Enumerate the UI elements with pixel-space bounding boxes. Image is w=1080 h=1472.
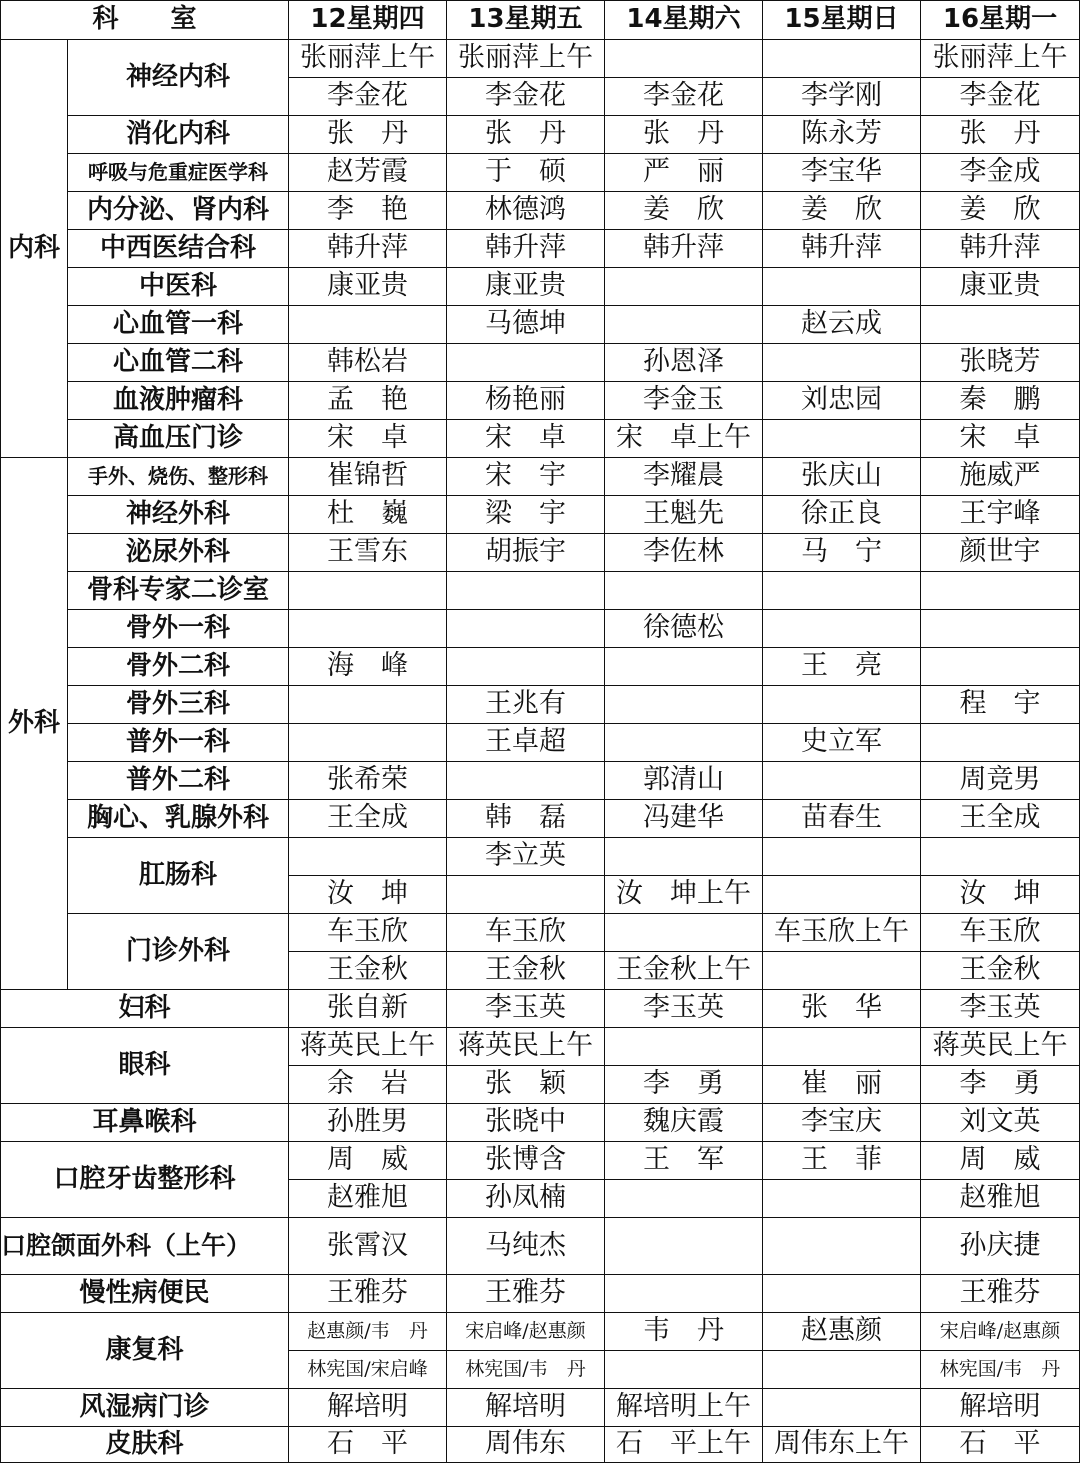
schedule-cell: 解培明上午 [605, 1389, 763, 1427]
schedule-cell [605, 40, 763, 78]
schedule-cell: 王兆有 [447, 686, 605, 724]
schedule-cell: 王宇峰 [921, 496, 1080, 534]
department-name: 神经内科 [68, 40, 289, 116]
schedule-cell: 李立英 [447, 838, 605, 876]
schedule-cell [605, 686, 763, 724]
schedule-cell: 李金花 [605, 78, 763, 116]
schedule-cell: 王雅芬 [289, 1275, 447, 1313]
schedule-cell: 韩升萍 [289, 230, 447, 268]
department-name: 中西医结合科 [68, 230, 289, 268]
schedule-cell [921, 648, 1080, 686]
schedule-cell: 孙恩泽 [605, 344, 763, 382]
department-name: 皮肤科 [0, 1427, 289, 1463]
schedule-cell: 解培明 [921, 1389, 1080, 1427]
schedule-cell: 康亚贵 [289, 268, 447, 306]
schedule-cell [763, 1028, 921, 1066]
schedule-cell: 刘忠园 [763, 382, 921, 420]
schedule-cell: 王 军 [605, 1142, 763, 1180]
schedule-cell: 马德坤 [447, 306, 605, 344]
schedule-cell: 姜 欣 [921, 192, 1080, 230]
schedule-cell: 韩松岩 [289, 344, 447, 382]
schedule-cell [447, 648, 605, 686]
schedule-cell: 李 艳 [289, 192, 447, 230]
schedule-cell [763, 268, 921, 306]
schedule-cell: 韩 磊 [447, 800, 605, 838]
schedule-cell: 李玉英 [921, 990, 1080, 1028]
schedule-cell: 徐正良 [763, 496, 921, 534]
schedule-cell: 冯建华 [605, 800, 763, 838]
schedule-cell [763, 40, 921, 78]
department-name: 神经外科 [68, 496, 289, 534]
schedule-cell: 韩升萍 [447, 230, 605, 268]
schedule-cell: 康亚贵 [447, 268, 605, 306]
schedule-cell: 王魁先 [605, 496, 763, 534]
schedule-cell: 史立军 [763, 724, 921, 762]
department-name: 口腔牙齿整形科 [0, 1142, 289, 1218]
department-name: 内分泌、肾内科 [68, 192, 289, 230]
schedule-cell: 李金花 [921, 78, 1080, 116]
schedule-cell: 赵雅旭 [289, 1180, 447, 1218]
schedule-cell: 周竞男 [921, 762, 1080, 800]
schedule-cell: 蒋英民上午 [447, 1028, 605, 1066]
department-name: 胸心、乳腺外科 [68, 800, 289, 838]
department-name: 消化内科 [68, 116, 289, 154]
schedule-cell [921, 572, 1080, 610]
header-day: 16星期一 [921, 0, 1080, 40]
department-name: 门诊外科 [68, 914, 289, 990]
schedule-cell [763, 762, 921, 800]
schedule-cell: 李宝华 [763, 154, 921, 192]
schedule-cell: 刘文英 [921, 1104, 1080, 1142]
schedule-cell: 张丽萍上午 [447, 40, 605, 78]
schedule-cell: 石 平上午 [605, 1427, 763, 1463]
schedule-cell: 姜 欣 [763, 192, 921, 230]
schedule-cell [763, 952, 921, 990]
department-name: 风湿病门诊 [0, 1389, 289, 1427]
schedule-cell [763, 876, 921, 914]
schedule-cell: 魏庆霞 [605, 1104, 763, 1142]
schedule-cell: 李玉英 [447, 990, 605, 1028]
schedule-cell [289, 306, 447, 344]
header-day: 12星期四 [289, 0, 447, 40]
schedule-cell [605, 724, 763, 762]
schedule-cell: 梁 宇 [447, 496, 605, 534]
department-name: 血液肿瘤科 [68, 382, 289, 420]
schedule-cell: 宋 卓 [289, 420, 447, 458]
schedule-cell: 蒋英民上午 [921, 1028, 1080, 1066]
department-name: 普外二科 [68, 762, 289, 800]
schedule-cell [921, 724, 1080, 762]
schedule-cell: 李金成 [921, 154, 1080, 192]
schedule-cell [289, 572, 447, 610]
department-name: 泌尿外科 [68, 534, 289, 572]
schedule-cell: 王雪东 [289, 534, 447, 572]
schedule-cell: 张丽萍上午 [921, 40, 1080, 78]
group-label: 外科 [0, 458, 68, 990]
schedule-cell: 赵惠颜/韦 丹 [289, 1313, 447, 1351]
schedule-cell: 徐德松 [605, 610, 763, 648]
header-day: 14星期六 [605, 0, 763, 40]
schedule-cell [605, 1351, 763, 1389]
schedule-cell: 王 菲 [763, 1142, 921, 1180]
schedule-cell [605, 1218, 763, 1275]
schedule-cell: 余 岩 [289, 1066, 447, 1104]
schedule-cell [763, 838, 921, 876]
schedule-cell: 王雅芬 [447, 1275, 605, 1313]
department-name: 心血管一科 [68, 306, 289, 344]
schedule-cell [605, 572, 763, 610]
schedule-cell: 宋启峰/赵惠颜 [921, 1313, 1080, 1351]
schedule-cell [763, 1180, 921, 1218]
department-name: 中医科 [68, 268, 289, 306]
schedule-cell: 张丽萍上午 [289, 40, 447, 78]
schedule-cell: 于 硕 [447, 154, 605, 192]
schedule-cell: 赵雅旭 [921, 1180, 1080, 1218]
schedule-cell [447, 610, 605, 648]
schedule-cell: 张霄汉 [289, 1218, 447, 1275]
department-name: 手外、烧伤、整形科 [68, 458, 289, 496]
schedule-cell [605, 914, 763, 952]
schedule-cell: 王雅芬 [921, 1275, 1080, 1313]
schedule-cell [289, 724, 447, 762]
department-name: 骨外一科 [68, 610, 289, 648]
schedule-cell: 周伟东 [447, 1427, 605, 1463]
department-name: 慢性病便民 [0, 1275, 289, 1313]
schedule-cell: 张自新 [289, 990, 447, 1028]
schedule-cell: 赵云成 [763, 306, 921, 344]
schedule-cell: 王卓超 [447, 724, 605, 762]
schedule-cell [605, 1275, 763, 1313]
schedule-cell: 周 威 [289, 1142, 447, 1180]
schedule-cell: 张 丹 [289, 116, 447, 154]
schedule-cell: 林宪国/韦 丹 [921, 1351, 1080, 1389]
header-day: 13星期五 [447, 0, 605, 40]
schedule-cell: 孙庆捷 [921, 1218, 1080, 1275]
schedule-cell: 车玉欣 [921, 914, 1080, 952]
schedule-cell: 赵芳霞 [289, 154, 447, 192]
schedule-cell: 张 丹 [605, 116, 763, 154]
schedule-cell: 海 峰 [289, 648, 447, 686]
schedule-cell: 施威严 [921, 458, 1080, 496]
schedule-cell: 秦 鹏 [921, 382, 1080, 420]
department-name: 妇科 [0, 990, 289, 1028]
schedule-cell: 林宪国/韦 丹 [447, 1351, 605, 1389]
schedule-cell: 孙凤楠 [447, 1180, 605, 1218]
schedule-cell: 车玉欣上午 [763, 914, 921, 952]
schedule-cell: 石 平 [289, 1427, 447, 1463]
schedule-cell: 汝 坤 [289, 876, 447, 914]
schedule-cell: 车玉欣 [447, 914, 605, 952]
schedule-cell: 王金秋 [447, 952, 605, 990]
schedule-cell [289, 610, 447, 648]
schedule-cell [605, 838, 763, 876]
schedule-cell: 韩升萍 [921, 230, 1080, 268]
schedule-cell: 马纯杰 [447, 1218, 605, 1275]
schedule-cell: 姜 欣 [605, 192, 763, 230]
schedule-cell: 石 平 [921, 1427, 1080, 1463]
group-label: 内科 [0, 40, 68, 458]
schedule-cell [921, 610, 1080, 648]
schedule-cell: 蒋英民上午 [289, 1028, 447, 1066]
schedule-cell: 赵惠颜 [763, 1313, 921, 1351]
schedule-cell: 宋 宇 [447, 458, 605, 496]
schedule-cell: 陈永芳 [763, 116, 921, 154]
schedule-cell: 王金秋上午 [605, 952, 763, 990]
schedule-cell: 张 丹 [921, 116, 1080, 154]
schedule-cell [447, 876, 605, 914]
schedule-cell: 王 亮 [763, 648, 921, 686]
schedule-cell: 孙胜男 [289, 1104, 447, 1142]
schedule-cell: 解培明 [289, 1389, 447, 1427]
schedule-cell [289, 686, 447, 724]
schedule-cell [763, 1389, 921, 1427]
department-name: 眼科 [0, 1028, 289, 1104]
schedule-cell [763, 420, 921, 458]
schedule-cell: 王金秋 [289, 952, 447, 990]
department-name: 骨科专家二诊室 [68, 572, 289, 610]
schedule-cell: 林宪国/宋启峰 [289, 1351, 447, 1389]
schedule-cell: 李佐林 [605, 534, 763, 572]
department-name: 呼吸与危重症医学科 [68, 154, 289, 192]
schedule-cell [921, 306, 1080, 344]
schedule-cell: 汝 坤上午 [605, 876, 763, 914]
schedule-cell: 李耀晨 [605, 458, 763, 496]
schedule-cell [605, 1028, 763, 1066]
schedule-cell [447, 572, 605, 610]
schedule-cell: 宋 卓 [921, 420, 1080, 458]
schedule-cell: 张晓中 [447, 1104, 605, 1142]
schedule-cell [763, 1351, 921, 1389]
department-name: 骨外二科 [68, 648, 289, 686]
schedule-cell: 宋 卓 [447, 420, 605, 458]
schedule-cell: 李宝庆 [763, 1104, 921, 1142]
schedule-cell [763, 1275, 921, 1313]
schedule-cell [763, 344, 921, 382]
schedule-cell: 王金秋 [921, 952, 1080, 990]
schedule-cell: 张晓芳 [921, 344, 1080, 382]
department-name: 高血压门诊 [68, 420, 289, 458]
schedule-cell [605, 268, 763, 306]
schedule-cell [763, 1218, 921, 1275]
department-name: 骨外三科 [68, 686, 289, 724]
schedule-cell: 张 丹 [447, 116, 605, 154]
schedule-cell: 韩升萍 [763, 230, 921, 268]
schedule-cell [605, 1180, 763, 1218]
schedule-cell: 李学刚 [763, 78, 921, 116]
department-name: 普外一科 [68, 724, 289, 762]
schedule-cell: 苗春生 [763, 800, 921, 838]
schedule-cell: 林德鸿 [447, 192, 605, 230]
schedule-cell: 周 威 [921, 1142, 1080, 1180]
schedule-cell [605, 306, 763, 344]
schedule-cell: 李金花 [447, 78, 605, 116]
schedule-cell: 马 宁 [763, 534, 921, 572]
schedule-cell: 解培明 [447, 1389, 605, 1427]
schedule-cell: 宋启峰/赵惠颜 [447, 1313, 605, 1351]
schedule-cell: 周伟东上午 [763, 1427, 921, 1463]
schedule-cell: 李金花 [289, 78, 447, 116]
schedule-cell: 张 颖 [447, 1066, 605, 1104]
schedule-cell [763, 610, 921, 648]
schedule-cell [763, 686, 921, 724]
schedule-cell: 郭清山 [605, 762, 763, 800]
schedule-cell: 李玉英 [605, 990, 763, 1028]
schedule-cell: 韦 丹 [605, 1313, 763, 1351]
schedule-cell [447, 762, 605, 800]
schedule-cell: 韩升萍 [605, 230, 763, 268]
department-name: 耳鼻喉科 [0, 1104, 289, 1142]
schedule-cell [289, 838, 447, 876]
department-name: 口腔颌面外科（上午） [0, 1218, 289, 1275]
schedule-cell: 汝 坤 [921, 876, 1080, 914]
schedule-cell: 严 丽 [605, 154, 763, 192]
schedule-cell: 崔锦哲 [289, 458, 447, 496]
schedule-cell: 李金玉 [605, 382, 763, 420]
schedule-cell [605, 648, 763, 686]
schedule-cell: 李 勇 [921, 1066, 1080, 1104]
schedule-cell: 张庆山 [763, 458, 921, 496]
department-name: 心血管二科 [68, 344, 289, 382]
schedule-cell [921, 838, 1080, 876]
schedule-cell: 杨艳丽 [447, 382, 605, 420]
schedule-cell: 张 华 [763, 990, 921, 1028]
schedule-cell: 王全成 [289, 800, 447, 838]
schedule-cell [763, 572, 921, 610]
header-day: 15星期日 [763, 0, 921, 40]
header-dept-label: 科 室 [0, 0, 289, 40]
schedule-cell: 李 勇 [605, 1066, 763, 1104]
schedule-cell: 宋 卓上午 [605, 420, 763, 458]
schedule-cell: 王全成 [921, 800, 1080, 838]
schedule-cell [447, 344, 605, 382]
department-name: 康复科 [0, 1313, 289, 1389]
schedule-cell: 车玉欣 [289, 914, 447, 952]
schedule-cell: 程 宇 [921, 686, 1080, 724]
schedule-cell: 张希荣 [289, 762, 447, 800]
department-name: 肛肠科 [68, 838, 289, 914]
schedule-cell: 颜世宇 [921, 534, 1080, 572]
schedule-cell: 杜 巍 [289, 496, 447, 534]
schedule-cell: 孟 艳 [289, 382, 447, 420]
schedule-cell: 张博含 [447, 1142, 605, 1180]
schedule-cell: 崔 丽 [763, 1066, 921, 1104]
schedule-cell: 胡振宇 [447, 534, 605, 572]
schedule-cell: 康亚贵 [921, 268, 1080, 306]
